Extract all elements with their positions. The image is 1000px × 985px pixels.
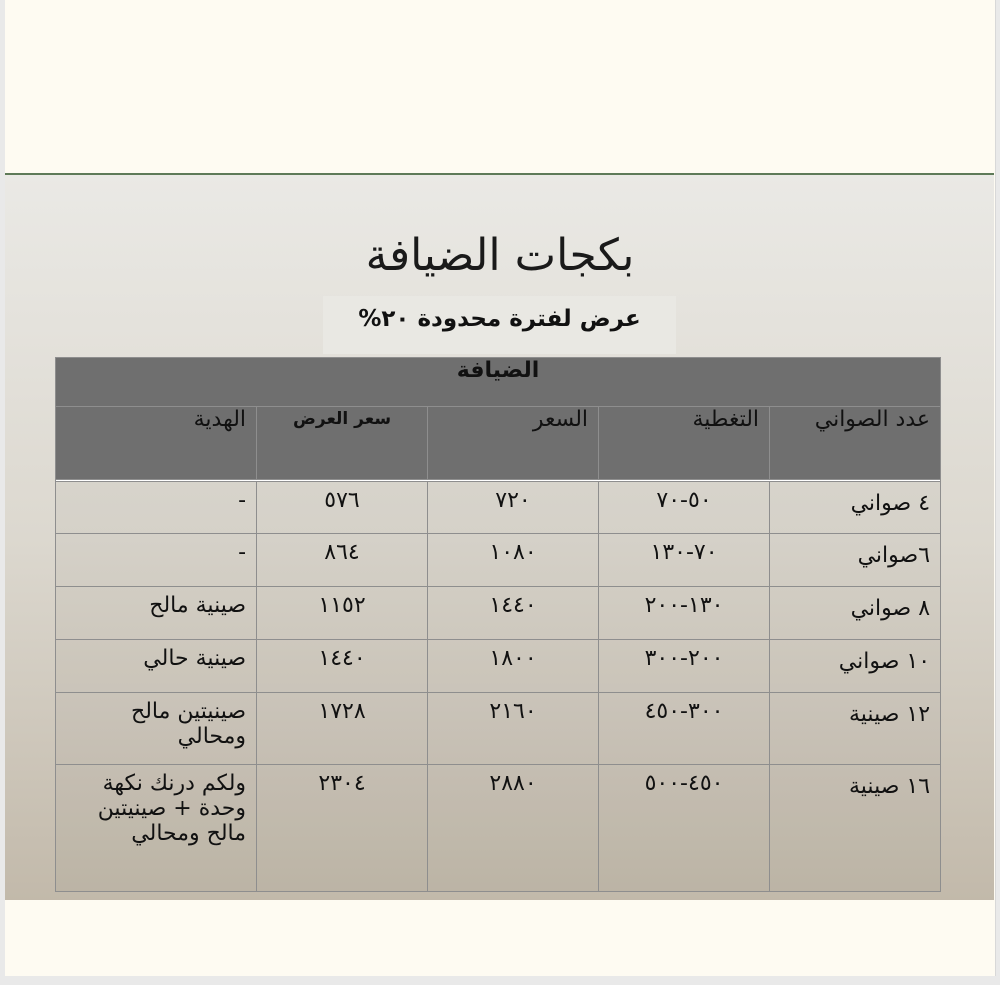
cell-coverage: ١٣٠-٢٠٠ [599, 587, 770, 640]
cell-count: ١٢ صينية [770, 693, 941, 765]
table-group-header: الضيافة [56, 358, 941, 407]
cell-count: ٦صواني [770, 534, 941, 587]
cell-coverage: ٣٠٠-٤٥٠ [599, 693, 770, 765]
cell-gift: - [56, 482, 257, 534]
page-title: بكجات الضيافة [365, 230, 635, 281]
cell-coverage: ٤٥٠-٥٠٠ [599, 765, 770, 892]
cell-count: ٤ صواني [770, 482, 941, 534]
cell-offer-price: ٥٧٦ [257, 482, 428, 534]
cell-count: ١٠ صواني [770, 640, 941, 693]
cell-price: ١٠٨٠ [428, 534, 599, 587]
cell-coverage: ٥٠-٧٠ [599, 482, 770, 534]
offer-subtitle: عرض لفترة محدودة ٢٠% [358, 306, 641, 332]
cell-gift: ولكم درنك نكهة وحدة + صينيتين مالح ومحالي [56, 765, 257, 892]
column-header-coverage: التغطية [599, 407, 770, 480]
cell-price: ٧٢٠ [428, 482, 599, 534]
page-bottom-margin [5, 900, 994, 976]
table-row [56, 587, 941, 640]
cell-gift: - [56, 534, 257, 587]
cell-price: ٢٨٨٠ [428, 765, 599, 892]
table-row [56, 693, 941, 765]
cell-coverage: ٢٠٠-٣٠٠ [599, 640, 770, 693]
cell-offer-price: ٨٦٤ [257, 534, 428, 587]
cell-coverage: ٧٠-١٣٠ [599, 534, 770, 587]
hospitality-table [55, 357, 941, 892]
column-header-price: السعر [428, 407, 599, 480]
table-row [56, 534, 941, 587]
column-header-gift: الهدية [56, 407, 257, 480]
cell-price: ١٨٠٠ [428, 640, 599, 693]
table-row [56, 482, 941, 534]
table-row [56, 640, 941, 693]
cell-offer-price: ١١٥٢ [257, 587, 428, 640]
column-header-count: عدد الصواني [770, 407, 941, 480]
cell-gift: صينيتين مالح ومحالي [56, 693, 257, 765]
cell-offer-price: ١٧٢٨ [257, 693, 428, 765]
table-row [56, 765, 941, 892]
cell-offer-price: ٢٣٠٤ [257, 765, 428, 892]
cell-gift: صينية حالي [56, 640, 257, 693]
cell-count: ١٦ صينية [770, 765, 941, 892]
cell-offer-price: ١٤٤٠ [257, 640, 428, 693]
column-header-offer-price: سعر العرض [257, 407, 428, 480]
cell-count: ٨ صواني [770, 587, 941, 640]
cell-gift: صينية مالح [56, 587, 257, 640]
cell-price: ٢١٦٠ [428, 693, 599, 765]
cell-price: ١٤٤٠ [428, 587, 599, 640]
